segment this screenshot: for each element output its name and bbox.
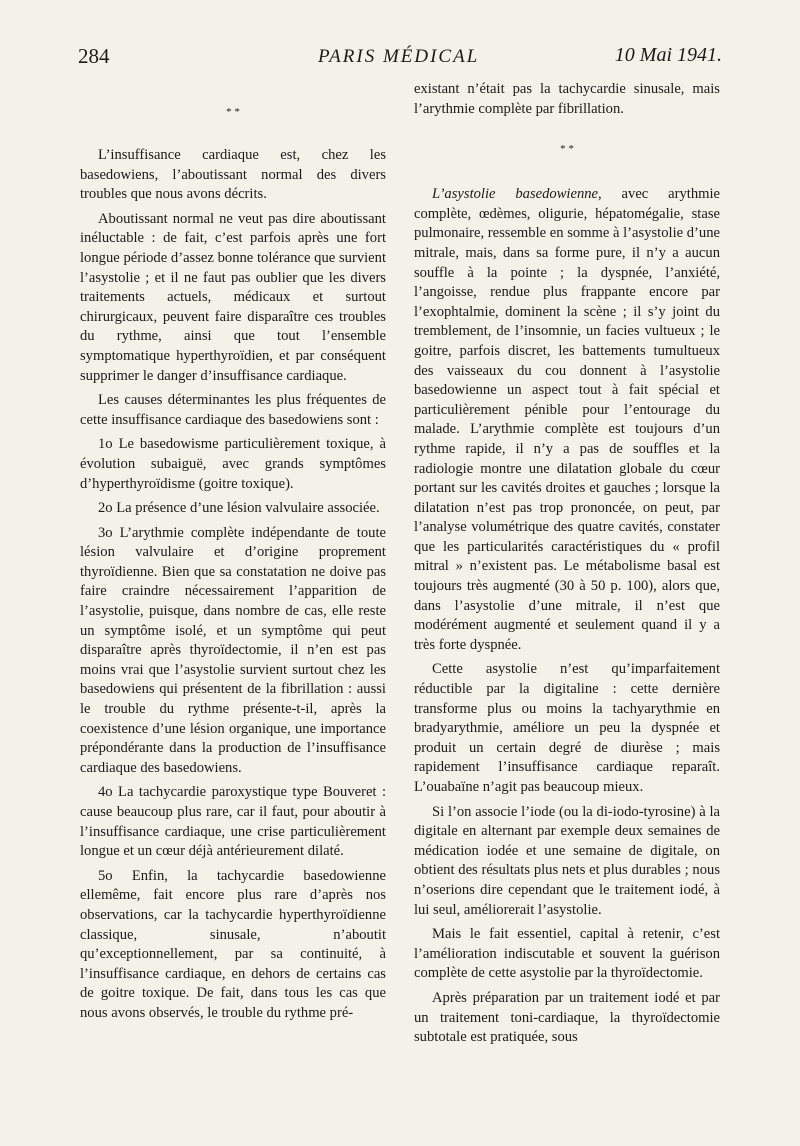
paragraph: Mais le fait essentiel, capital à retenir, c’est l’amélioration indiscutable et souvent la guérison complète de cette asystolie par la thyroïdectomie. (414, 926, 720, 982)
paragraph: L’insuffisance cardiaque est, chez les basedowiens, l’aboutissant normal des divers troubles que nous avons décrits. (80, 147, 386, 203)
list-item: 5o Enfin, la tachycardie basedowienne ellemême, fait encore plus rare d’après nos observations, car la tachycardie hyperthyroïdienne classique, sinusale, n’aboutit qu’exceptionnellement, par sa continuité, à l’insuffisance cardiaque, en dehors de certains cas de goitre toxique. De fait, dans tous les cas que nous avons observés, le trouble du rythme pré- (80, 867, 386, 1021)
section-separator (80, 108, 386, 130)
paragraph-continuation: existant n’était pas la tachycardie sinusale, mais l’arythmie complète par fibrillation. (414, 81, 720, 117)
paragraph: Après préparation par un traitement iodé et par un traitement toni-cardiaque, la thyroïdectomie subtotale est pratiquée, sous (414, 989, 720, 1046)
left-column (80, 108, 386, 1029)
list-item: 1o Le basedowisme particulièrement toxique, à évolution subaiguë, avec grands symptômes d’hyperthyroïdisme (goitre toxique). (80, 436, 386, 492)
page-header (78, 44, 722, 74)
page-number: 284 (78, 44, 110, 68)
asterism: * * (560, 143, 574, 156)
section-separator (414, 145, 720, 167)
paragraph: Les causes déterminantes les plus fréquentes de cette insuffisance cardiaque des basedowiens sont : (80, 392, 386, 428)
italic-lead: L’asystolie basedowienne, (432, 186, 602, 203)
list-item: 3o L’arythmie complète indépendante de toute lésion valvulaire et d’origine proprement thyroïdienne. Bien que sa constatation ne doive pas faire craindre nécessairement l’apparition de l’asystolie, puisque, dans nombre de cas, elle reste un symptôme isolé, et un symptôme qui peut disparaître après thyroïdectomie, il n’en est pas moins vrai que l’asystolie survient surtout chez les basedowiens qui présentent de la fibrillation : aussi le trouble du rythme présente-t-il, après la coexistence d’une lésion organique, une importance prépondérante dans la production de l’insuffisance cardiaque des basedowiens. (80, 524, 386, 776)
list-item: 4o La tachycardie paroxystique type Bouveret : cause beaucoup plus rare, car il faut, pour aboutir à l’insuffisance cardiaque, une crise particulièrement longue et un cœur déjà antérieurement dilaté. (80, 784, 386, 860)
asterism: * * (226, 106, 240, 118)
paragraph (414, 185, 720, 655)
list-item: 2o La présence d’une lésion valvulaire associée. (98, 500, 380, 517)
paragraph-text: avec arythmie complète, œdèmes, oligurie, hépatomégalie, stase pulmonaire, ressemble en somme à l’asystolie d’une mitrale, mais, dans sa forme pure, il n’y a aucun souffle à la pointe ; la dyspnée, l’anxiété, l’angoisse, rendue plus frappante encore par l’exophtalmie, dominent la scène ; il s’y joint du tremblement, de l’insomnie, un facies vultueux ; le goitre, parfois discret, les battements tumultueux des vaisseaux du cou donnent à l’asystolie basedowienne un aspect tout à fait spécial et particulièrement pénible pour l’entourage du malade. L’arythmie complète est toujours d’un rythme rapide, il n’y a pas de souffles et la radiologie montre une dilatation globale du cœur portant sur les cavités droites et gauches ; lorsque la dilatation n’est pas trop prononcée, on peut, par l’analyse volumétrique des quatre cavités, constater que les particularités caractéristiques du « profil mitral » n’existent pas. Le métabolisme basal est toujours très augmenté (30 à 50 p. 100), alors que, dans l’asystolie d’une mitrale, il n’est que modérément augmenté et seulement quand il y a très forte dyspnée. (414, 186, 720, 653)
issue-date: 10 Mai 1941. (614, 44, 722, 66)
paragraph: Aboutissant normal ne veut pas dire aboutissant inéluctable : de fait, c’est parfois après une fort longue période d’assez bonne tolérance que survient l’asystolie ; et il ne faut pas oublier que les divers traitements actuels, médicaux et surtout chirurgicaux, peuvent faire disparaître ces troubles du rythme, ainsi que tout l’ensemble symptomatique hyperthyroïdien, et par conséquent supprimer le danger d’insuffisance cardiaque. (80, 210, 386, 384)
journal-title: PARIS MÉDICAL (318, 46, 480, 67)
paragraph: Cette asystolie n’est qu’imparfaitement réductible par la digitaline : cette dernière transforme plus ou moins la tachyarythmie en bradyarythmie, améliore un peu la dyspnée et produit un certain degré de diurèse ; mais rapidement l’insuffisance cardiaque reparaît. L’ouabaïne n’agit pas beaucoup mieux. (414, 661, 720, 795)
right-column (414, 80, 720, 1053)
paragraph: Si l’on associe l’iode (ou la di-iodo-tyrosine) à la digitale en alternant par exemple deux semaines de médication iodée et une semaine de digitale, on obtient des résultats plus nets et plus durables ; nous n’oserions dire cependant que le traitement iodé, à lui seul, améliorerait l’asystolie. (414, 803, 720, 918)
